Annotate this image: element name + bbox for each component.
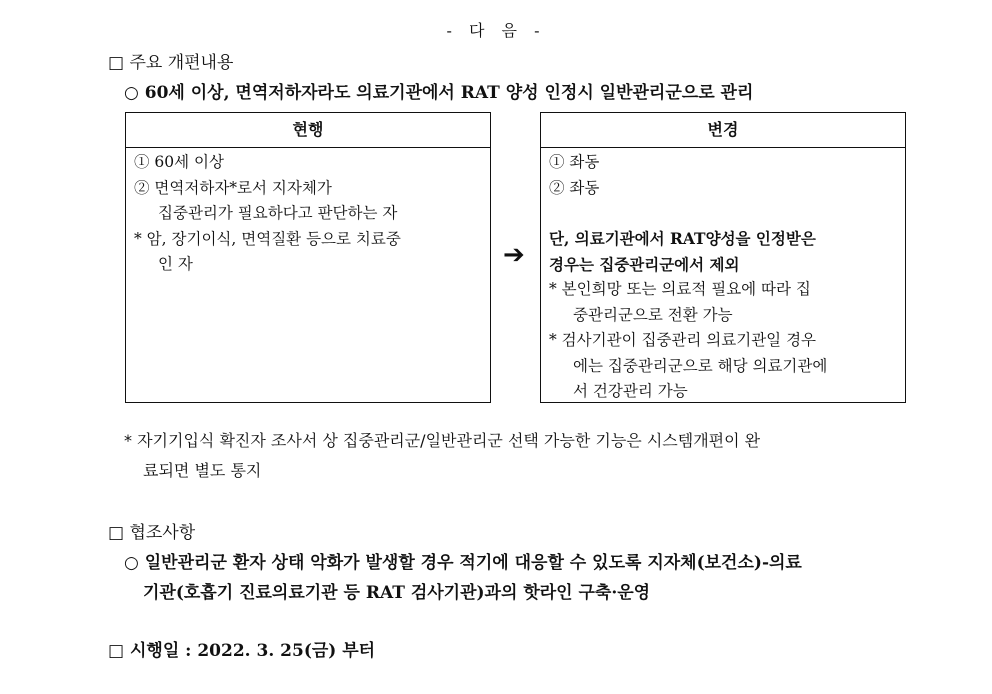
current-item-2-cont: 집중관리가 필요하다고 판단하는 자 — [158, 204, 398, 222]
changed-footnote-2-cont2: 서 건강관리 가능 — [573, 382, 688, 400]
changed-policy-header: 변경 — [541, 113, 905, 148]
section-title-cooperation: □ 협조사항 — [108, 523, 196, 543]
changed-policy-box — [540, 112, 906, 403]
document-heading: - 다 음 - — [446, 21, 546, 40]
cooperation-item — [124, 548, 802, 608]
system-note-line-1: * 자기기입식 확진자 조사서 상 집중관리군/일반관리군 선택 가능한 기능은 시스템개편이 완 — [124, 431, 761, 450]
changed-exception: 단, 의료기관에서 RAT양성을 인정받은 — [549, 229, 816, 248]
current-item-1: ① 60세 이상 — [134, 153, 224, 171]
changed-exception-cont: 경우는 집중관리군에서 제외 — [549, 254, 740, 274]
current-policy-header: 현행 — [126, 113, 490, 148]
system-note-line-2: 료되면 별도 통지 — [143, 461, 262, 480]
main-change-summary: ○ 60세 이상, 면역저하자라도 의료기관에서 RAT 양성 인정시 일반관리군으로 관리 — [124, 83, 754, 103]
section-title-main-changes: □ 주요 개편내용 — [108, 53, 234, 73]
current-item-2: ② 면역저하자*로서 지자체가 — [134, 178, 332, 197]
changed-item-2: ② 좌동 — [549, 178, 600, 197]
changed-policy-body — [541, 148, 905, 405]
arrow-right-icon: ➔ — [503, 240, 525, 270]
current-policy-box — [125, 112, 491, 403]
changed-footnote-2: * 검사기관이 집중관리 의료기관일 경우 — [549, 331, 817, 349]
changed-footnote-1-cont: 중관리군으로 전환 가능 — [573, 305, 733, 324]
effective-date: □ 시행일 : 2022. 3. 25(금) 부터 — [108, 641, 376, 661]
changed-footnote-1: * 본인희망 또는 의료적 필요에 따라 집 — [549, 280, 811, 298]
system-note — [124, 426, 760, 486]
current-footnote: * 암, 장기이식, 면역질환 등으로 치료중 — [134, 229, 401, 248]
current-policy-body — [126, 148, 490, 278]
cooperation-line-2: 기관(호흡기 진료의료기관 등 RAT 검사기관)과의 핫라인 구축·운영 — [143, 583, 651, 603]
current-footnote-cont: 인 자 — [158, 255, 193, 273]
changed-footnote-2-cont: 에는 집중관리군으로 해당 의료기관에 — [573, 356, 828, 375]
cooperation-line-1: ○ 일반관리군 환자 상태 악화가 발생할 경우 적기에 대응할 수 있도록 지자체(보건소)-의료 — [124, 553, 802, 573]
changed-item-1: ① 좌동 — [549, 153, 600, 171]
